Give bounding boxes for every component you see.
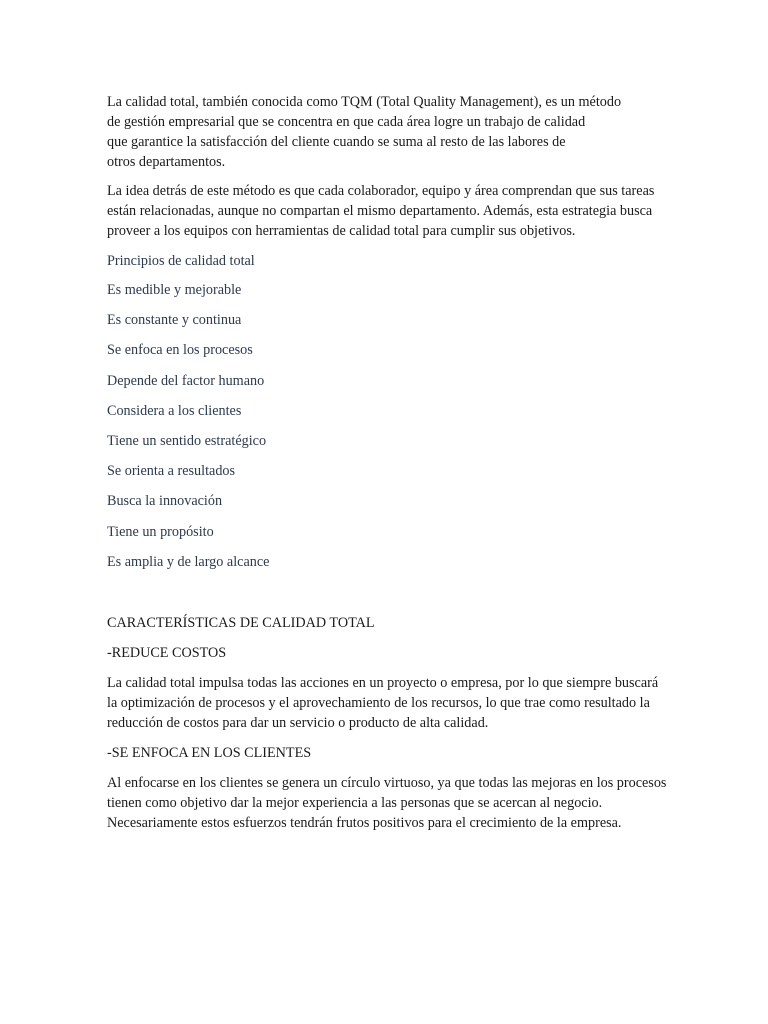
intro-paragraph [107,92,667,172]
principle-item: Considera a los clientes [107,402,242,419]
principle-item: Tiene un propósito [107,523,214,540]
principle-item: Es constante y continua [107,312,242,329]
section-body-customer-focus: Al enfocarse en los clientes se genera un círculo virtuoso, ya que todas las mejoras en los procesos tienen como objetivo dar la mejor experiencia a las personas que se acercan al negocio. Necesariamente estos esfuerzos tendrán frutos positivos para el crecimiento de la empresa. [107,774,667,831]
principle-item: Se orienta a resultados [107,463,236,480]
principle-item: Se enfoca en los procesos [107,342,253,359]
principle-item: Tiene un sentido estratégico [107,432,267,449]
principle-item: Es medible y mejorable [107,282,242,298]
principle-item: Busca la innovación [107,493,223,510]
principles-list [107,251,667,572]
intro-line: de gestión empresarial que se concentra en que cada área logre un trabajo de calidad [107,114,586,130]
intro-line: La calidad total, también conocida como TQM (Total Quality Management), es un método [107,94,622,110]
document-page [107,92,667,843]
idea-paragraph: La idea detrás de este método es que cada colaborador, equipo y área comprendan que sus tareas están relacionadas, aunque no compartan el mismo departamento. Además, esta estrategia busca proveer a los equipos con herramientas de calidad total para cumplir sus objetivos. [107,183,655,239]
characteristics-heading: CARACTERÍSTICAS DE CALIDAD TOTAL [107,614,375,631]
intro-line: que garantice la satisfacción del cliente cuando se suma al resto de las labores de [107,134,566,150]
principles-heading: Principios de calidad total [107,253,255,269]
principle-item: Es amplia y de largo alcance [107,553,270,570]
section-title-customer-focus: -SE ENFOCA EN LOS CLIENTES [107,744,312,761]
intro-line: otros departamentos. [107,154,226,170]
principle-item: Depende del factor humano [107,372,265,389]
section-title-reduce-costs: -REDUCE COSTOS [107,644,227,661]
section-body-reduce-costs: La calidad total impulsa todas las acciones en un proyecto o empresa, por lo que siempre buscará la optimización de procesos y el aprovechamiento de los recursos, lo que trae como resultado la reducción de costos para dar un servicio o producto de alta calidad. [107,674,659,731]
